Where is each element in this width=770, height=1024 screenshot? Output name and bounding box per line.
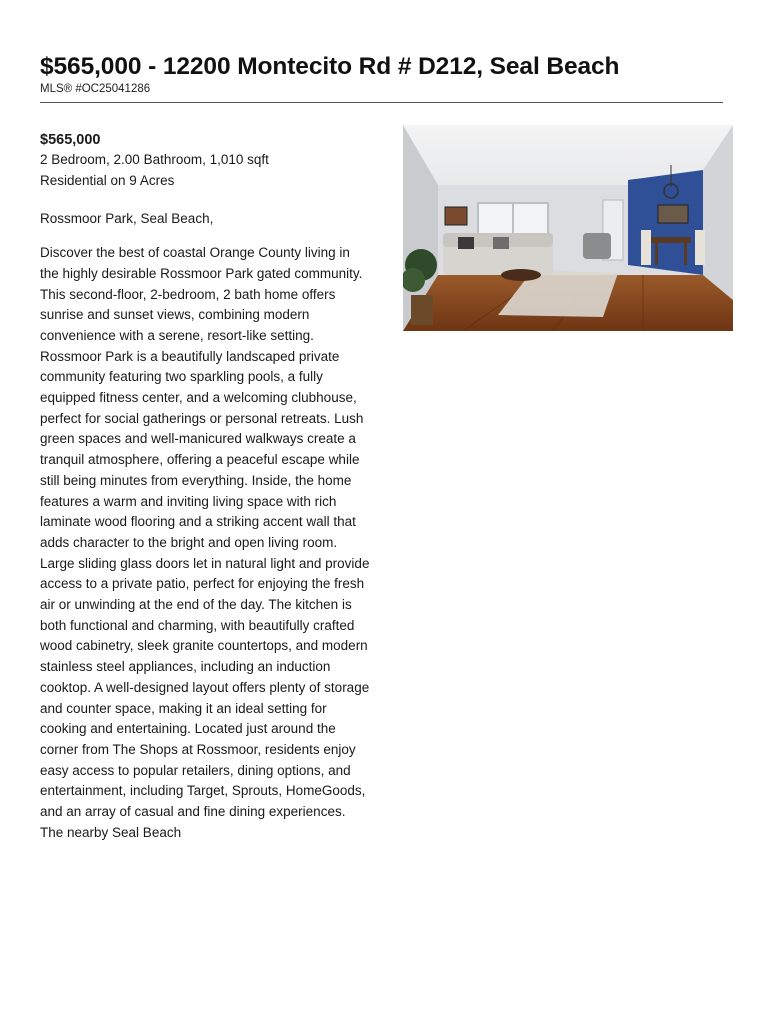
listing-price: $565,000 <box>40 132 101 148</box>
property-photo <box>403 125 733 331</box>
listing-specs: 2 Bedroom, 2.00 Bathroom, 1,010 sqft <box>40 152 269 167</box>
header-divider <box>40 102 723 103</box>
listing-description: Discover the best of coastal Orange County living in the highly desirable Rossmoor Park gated community. This second-floor, 2-bedroom, 2 bath home offers sunrise and sunset views, combining modern convenience with a serene, resort-like setting. Rossmoor Park is a beautifully landscaped private community featuring two sparkling pools, a fully equipped fitness center, and a welcoming clubhouse, perfect for social gatherings or personal retreats. Lush green spaces and well-manicured walkways create a tranquil atmosphere, offering a peaceful escape while still being minutes from everything. Inside, the home features a warm and inviting living space with rich laminate wood flooring and a striking accent wall that adds character to the bright and open living room. Large sliding glass doors let in natural light and provide access to a private patio, perfect for enjoying the fresh air or unwinding at the end of the day. The kitchen is both functional and charming, with beautifully crafted wood cabinetry, sleek granite countertops, and modern stainless steel appliances, including an induction cooktop. A well-designed layout offers plenty of storage and counter space, making it an ideal setting for cooking and entertaining. Located just around the corner from The Shops at Rossmoor, residents enjoy easy access to popular retailers, dining options, and entertainment, including Target, Sprouts, HomeGoods, and an array of casual and fine dining experiences. The nearby Seal Beach <box>40 245 370 840</box>
listing-details <box>40 130 370 844</box>
mls-number: MLS® #OC25041286 <box>40 83 151 95</box>
listing-location: Rossmoor Park, Seal Beach, <box>40 211 214 227</box>
listing-title: $565,000 - 12200 Montecito Rd # D212, Seal Beach <box>40 53 620 80</box>
listing-type: Residential on 9 Acres <box>40 172 175 188</box>
